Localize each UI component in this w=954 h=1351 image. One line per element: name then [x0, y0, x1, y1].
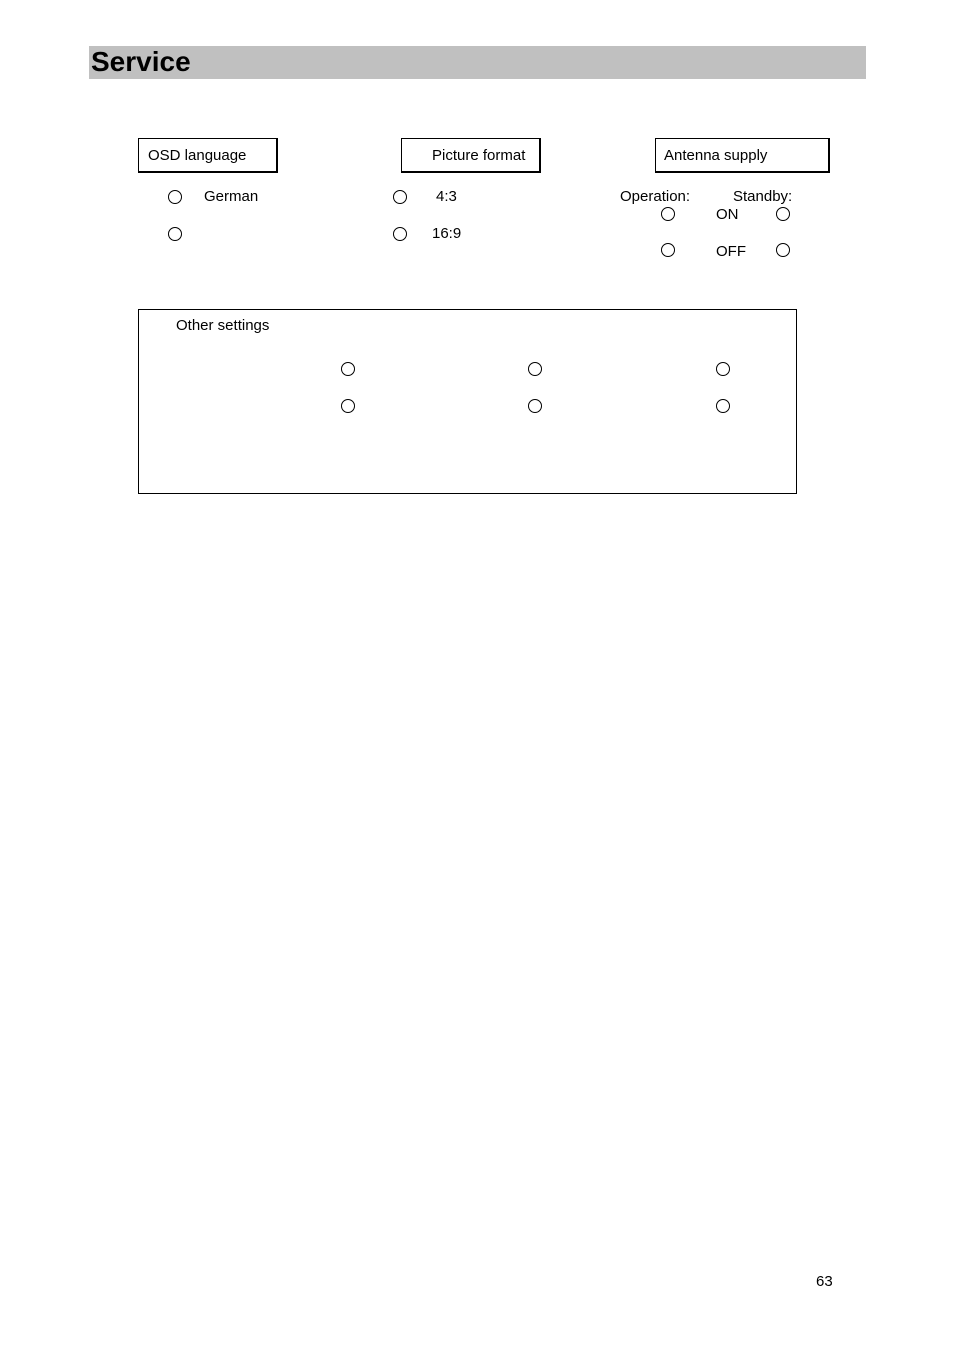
picture-format-16-9-radio[interactable] — [393, 227, 407, 241]
osd-language-label: OSD language — [138, 138, 278, 173]
other-setting-r2c2-radio[interactable] — [528, 399, 542, 413]
antenna-supply-label: Antenna supply — [655, 138, 830, 173]
page-number: 63 — [816, 1273, 833, 1290]
antenna-standby-off-radio[interactable] — [776, 243, 790, 257]
osd-option-1-radio[interactable] — [168, 190, 182, 204]
other-setting-r1c2-radio[interactable] — [528, 362, 542, 376]
other-setting-r2c3-radio[interactable] — [716, 399, 730, 413]
picture-format-16-9-label: 16:9 — [432, 225, 462, 242]
picture-format-4-3-radio[interactable] — [393, 190, 407, 204]
header-bar — [89, 46, 866, 79]
antenna-operation-off-radio[interactable] — [661, 243, 675, 257]
antenna-operation-on-radio[interactable] — [661, 207, 675, 221]
osd-option-2-radio[interactable] — [168, 227, 182, 241]
osd-option-1-label: German — [204, 188, 259, 205]
other-settings-label: Other settings — [176, 317, 270, 334]
picture-format-label: Picture format — [401, 138, 541, 173]
other-setting-r1c1-radio[interactable] — [341, 362, 355, 376]
antenna-off-label: OFF — [716, 243, 746, 260]
other-settings-panel — [138, 309, 797, 494]
page-title: Service — [91, 46, 191, 77]
antenna-standby-on-radio[interactable] — [776, 207, 790, 221]
picture-format-4-3-label: 4:3 — [436, 188, 457, 205]
antenna-standby-heading: Standby: — [733, 188, 793, 205]
antenna-on-label: ON — [716, 206, 739, 223]
other-setting-r2c1-radio[interactable] — [341, 399, 355, 413]
other-setting-r1c3-radio[interactable] — [716, 362, 730, 376]
antenna-operation-heading: Operation: — [620, 188, 691, 205]
